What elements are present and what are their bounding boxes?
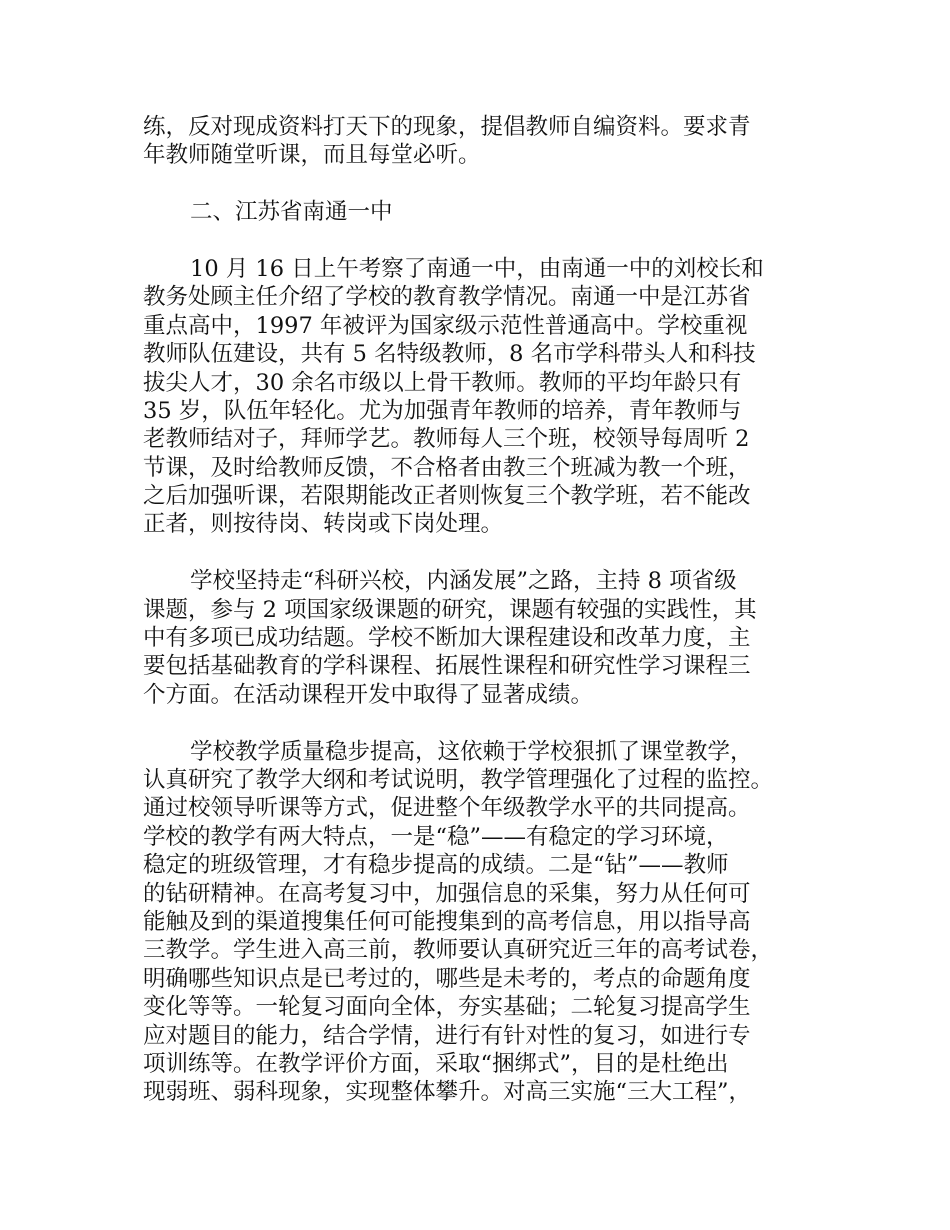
text-line: 通过校领导听课等方式，促进整个年级教学水平的共同提高。 xyxy=(143,795,751,822)
text-line: 中有多项已成功结题。学校不断加大课程建设和改革力度，主 xyxy=(143,625,751,652)
text-line: 学校坚持走“科研兴校，内涵发展”之路，主持 8 项省级 xyxy=(190,568,737,595)
text-line: 项训练等。在教学评价方面，采取“捆绑式”，目的是杜绝出 xyxy=(143,1050,729,1077)
paragraph-visit-intro xyxy=(143,255,833,539)
text-line: 10 月 16 日上午考察了南通一中，由南通一中的刘校长和 xyxy=(190,255,764,282)
text-line: 教师队伍建设，共有 5 名特级教师，8 名市学科带头人和科技 xyxy=(143,341,756,368)
section-heading-text: 二、江苏省南通一中 xyxy=(190,199,393,226)
text-line: 明确哪些知识点是已考过的，哪些是未考的，考点的命题角度 xyxy=(143,965,751,992)
text-line: 拔尖人才，30 余名市级以上骨干教师。教师的平均年龄只有 xyxy=(143,369,742,396)
paragraph-spacer xyxy=(143,227,833,255)
text-line: 的钻研精神。在高考复习中，加强信息的采集，努力从任何可 xyxy=(143,880,751,907)
paragraph-spacer xyxy=(143,709,833,737)
text-line: 个方面。在活动课程开发中取得了显著成绩。 xyxy=(143,681,594,708)
text-line: 正者，则按待岗、转岗或下岗处理。 xyxy=(143,511,504,538)
paragraph-teaching-quality xyxy=(143,738,833,1107)
text-line: 应对题目的能力，结合学情，进行有针对性的复习，如进行专 xyxy=(143,1022,751,1049)
text-line: 之后加强听课，若限期能改正者则恢复三个教学班，若不能改 xyxy=(143,483,751,510)
paragraph-continuation xyxy=(143,113,833,170)
paragraph-spacer xyxy=(143,170,833,198)
text-line: 教务处顾主任介绍了学校的教育教学情况。南通一中是江苏省 xyxy=(143,284,751,311)
text-line: 能触及到的渠道搜集任何可能搜集到的高考信息，用以指导高 xyxy=(143,908,751,935)
text-line: 练，反对现成资料打天下的现象，提倡教师自编资料。要求青 xyxy=(143,114,751,140)
paragraph-spacer xyxy=(143,539,833,567)
text-line: 35 岁，队伍年轻化。尤为加强青年教师的培养，青年教师与 xyxy=(143,397,742,424)
document-body xyxy=(143,113,833,1107)
text-line: 学校的教学有两大特点，一是“稳”——有稳定的学习环境， xyxy=(143,823,729,850)
text-line: 三教学。学生进入高三前，教师要认真研究近三年的高考试卷， xyxy=(143,937,774,964)
section-heading xyxy=(143,198,833,226)
text-line: 老教师结对子，拜师学艺。教师每人三个班，校领导每周听 2 xyxy=(143,426,750,453)
text-line: 现弱班、弱科现象，实现整体攀升。对高三实施“三大工程”， xyxy=(143,1079,752,1106)
text-line: 节课，及时给教师反馈，不合格者由教三个班减为教一个班， xyxy=(143,454,751,481)
text-line: 重点高中，1997 年被评为国家级示范性普通高中。学校重视 xyxy=(143,312,748,339)
text-line: 要包括基础教育的学科课程、拓展性课程和研究性学习课程三 xyxy=(143,653,751,680)
text-line: 变化等等。一轮复习面向全体，夯实基础；二轮复习提高学生 xyxy=(143,994,751,1021)
text-line: 认真研究了教学大纲和考试说明，教学管理强化了过程的监控。 xyxy=(143,766,774,793)
text-line: 年教师随堂听课，而且每堂必听。 xyxy=(143,142,481,169)
text-line: 稳定的班级管理，才有稳步提高的成绩。二是“钻”——教师 xyxy=(143,852,729,879)
text-line: 学校教学质量稳步提高，这依赖于学校狠抓了课堂教学， xyxy=(190,738,753,765)
text-line: 课题，参与 2 项国家级课题的研究，课题有较强的实践性，其 xyxy=(143,596,757,623)
paragraph-research xyxy=(143,567,833,709)
